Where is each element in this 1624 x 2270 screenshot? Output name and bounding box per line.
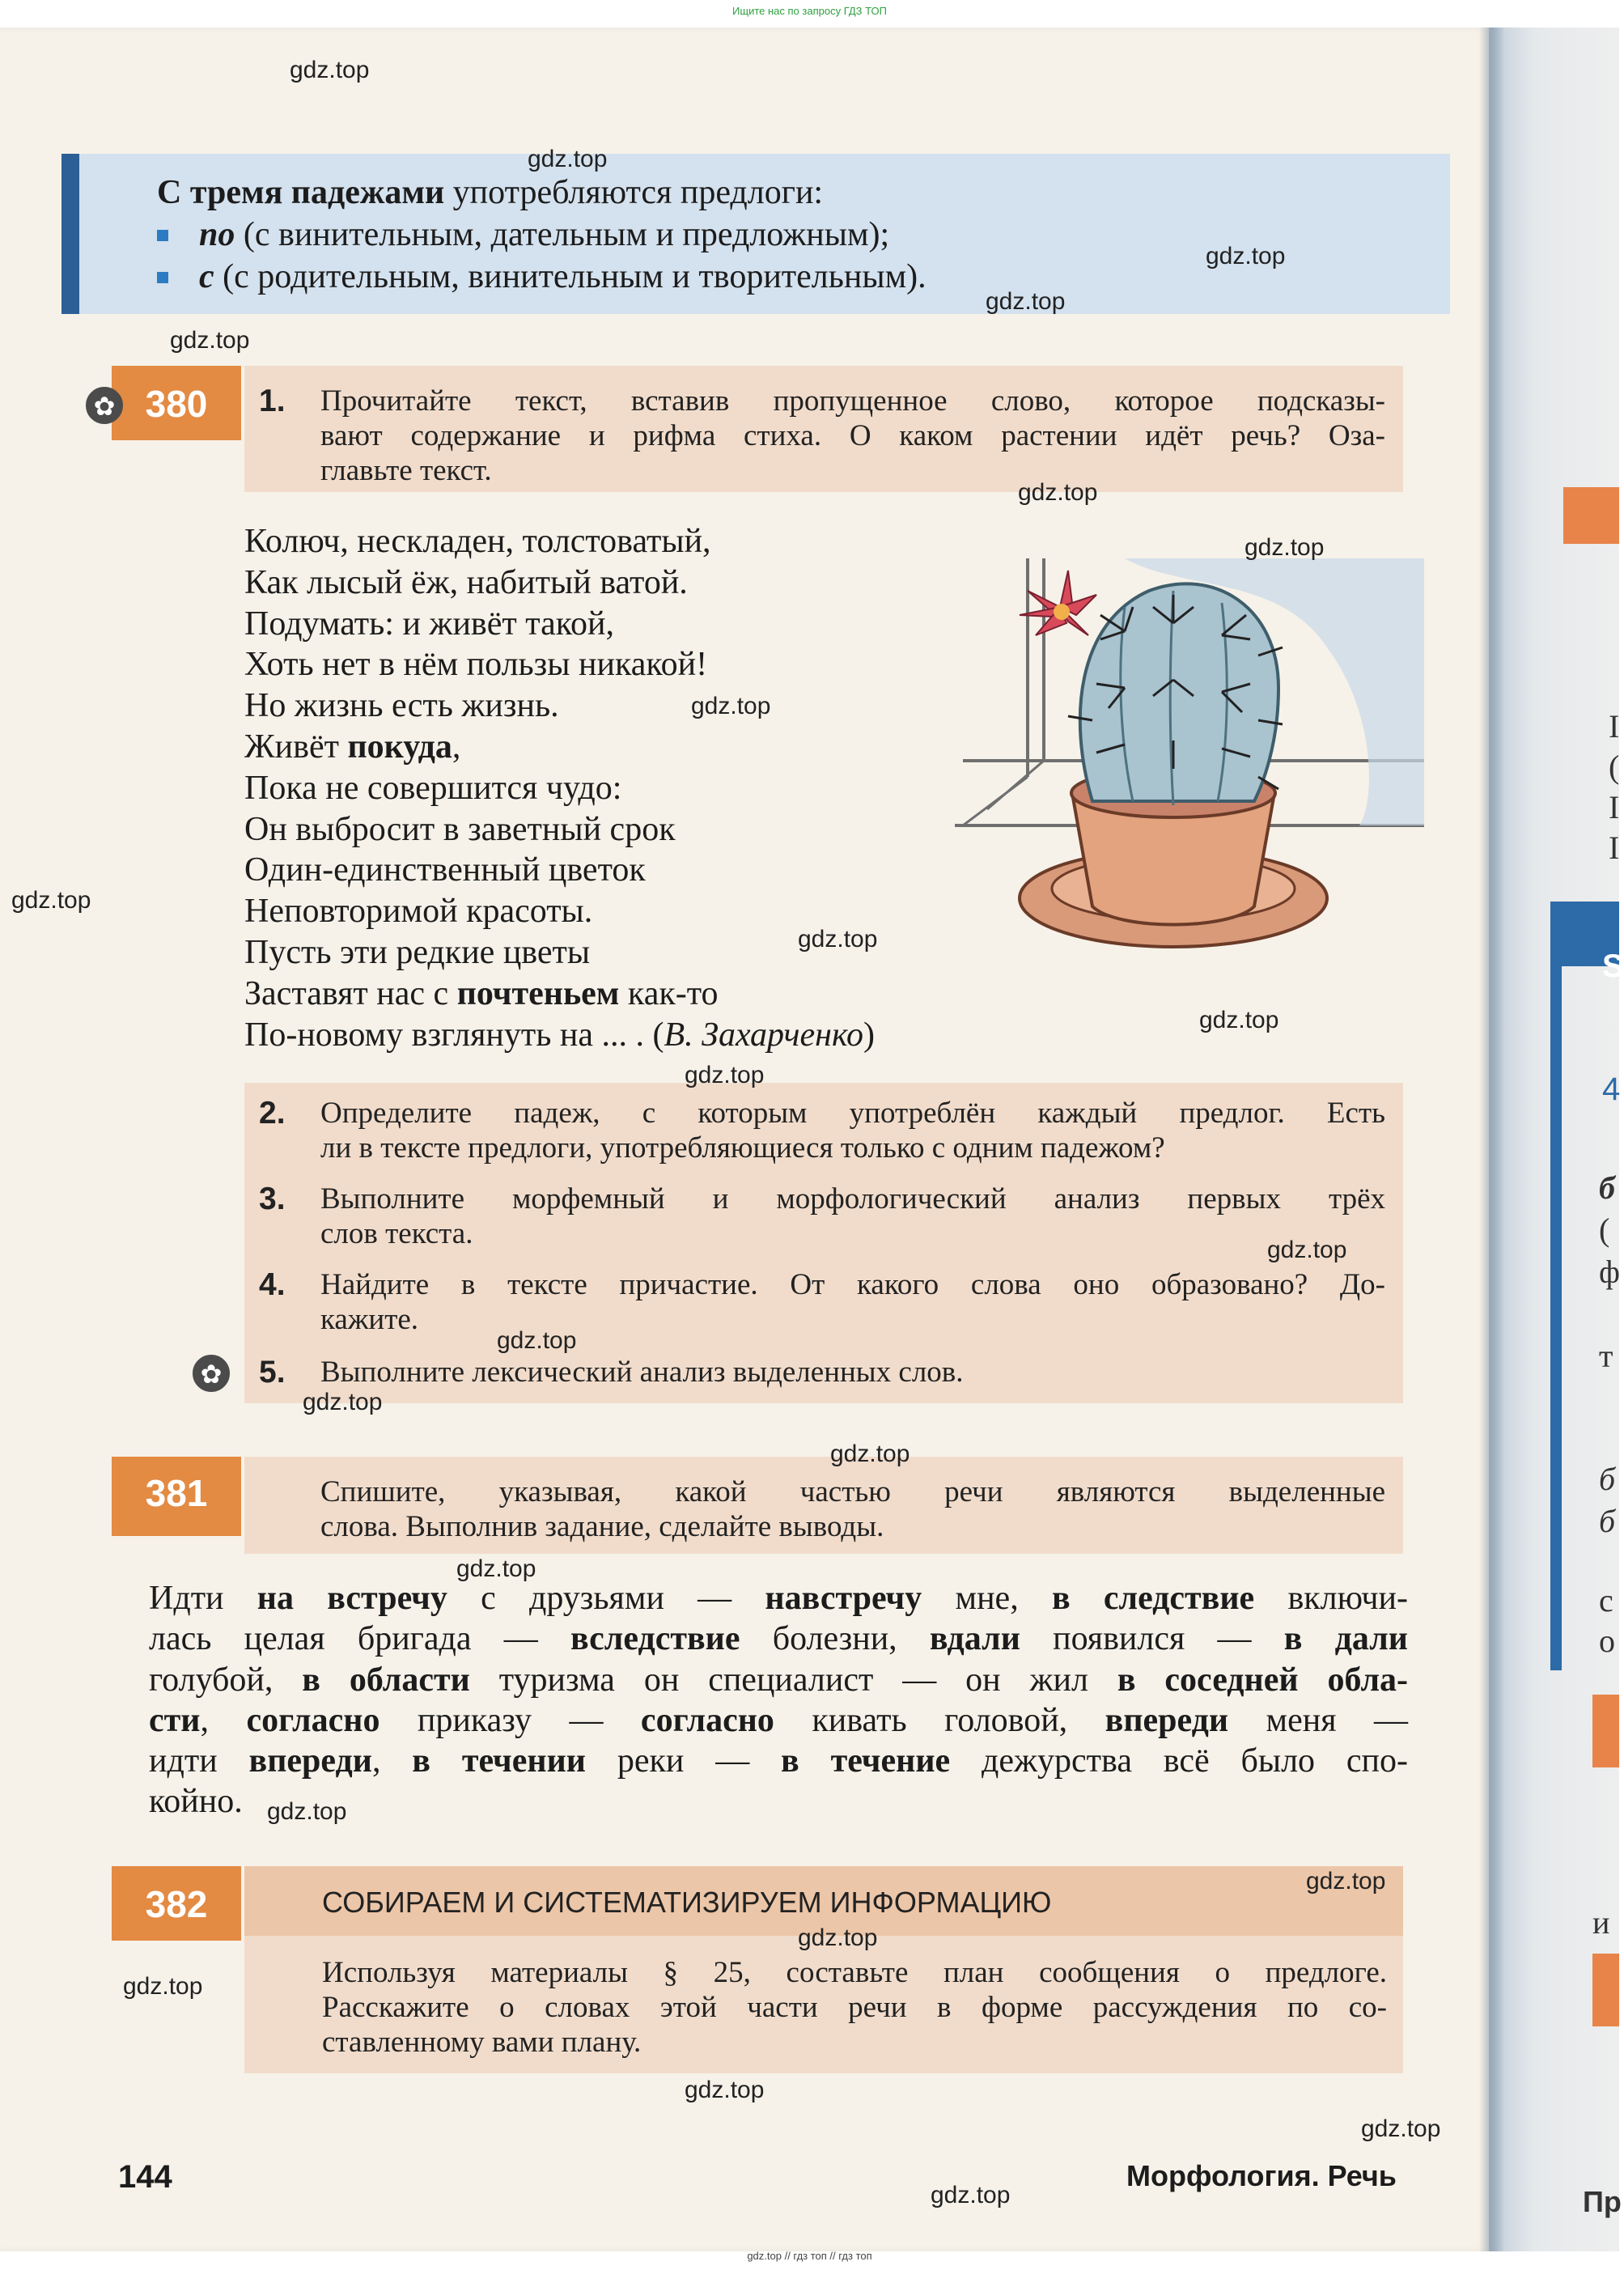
right-page-fragment: б bbox=[1599, 1169, 1615, 1206]
rule-box bbox=[61, 154, 1450, 314]
watermark: gdz.top bbox=[1361, 2115, 1441, 2142]
bullet-square-icon bbox=[157, 230, 168, 241]
watermark: gdz.top bbox=[931, 2182, 1011, 2208]
watermark: gdz.top bbox=[798, 926, 878, 953]
page-number: 144 bbox=[118, 2159, 172, 2195]
watermark: gdz.top bbox=[691, 693, 771, 719]
right-page-fragment: I bbox=[1609, 789, 1620, 825]
highlighted-word: покуда bbox=[347, 728, 452, 766]
section-title: Морфология. Речь bbox=[1126, 2159, 1397, 2192]
right-page-fragment: I bbox=[1609, 830, 1620, 866]
right-page-fragment: т bbox=[1599, 1338, 1613, 1374]
watermark: gdz.top bbox=[170, 327, 250, 354]
watermark: gdz.top bbox=[685, 2077, 765, 2103]
right-page-fragment: 4 bbox=[1602, 1071, 1621, 1107]
bullet-square-icon bbox=[157, 272, 168, 283]
book-gutter bbox=[1479, 28, 1503, 2251]
watermark: gdz.top bbox=[1018, 479, 1098, 506]
watermark: gdz.top bbox=[986, 288, 1066, 315]
facing-page bbox=[1489, 28, 1624, 2251]
watermark: gdz.top bbox=[830, 1440, 910, 1467]
rule-item: по (с винительным, дательным и предложным); bbox=[157, 214, 1450, 256]
watermark: gdz.top bbox=[497, 1327, 577, 1354]
right-page-fragment: с bbox=[1599, 1582, 1613, 1619]
watermark: gdz.top bbox=[290, 57, 370, 83]
star-badge-icon bbox=[193, 1355, 230, 1392]
watermark: gdz.top bbox=[1245, 534, 1325, 561]
watermark: gdz.top bbox=[11, 887, 91, 914]
watermark: gdz.top bbox=[1267, 1237, 1347, 1263]
right-page-fragment: I bbox=[1609, 708, 1620, 745]
right-page-fragment: ( bbox=[1609, 749, 1620, 785]
right-page-fragment: б bbox=[1599, 1503, 1616, 1539]
watermark: gdz.top bbox=[1306, 1868, 1386, 1894]
exercise-number-381: 381 bbox=[112, 1457, 241, 1536]
watermark: gdz.top bbox=[456, 1555, 536, 1582]
watermark: gdz.top bbox=[1199, 1007, 1279, 1033]
right-page-fragment: о bbox=[1599, 1623, 1615, 1659]
exercise-number-380: 380 bbox=[112, 366, 241, 440]
right-page-fragment: б bbox=[1599, 1461, 1616, 1497]
task-1: 1. Прочитайте текст, вставив пропущенное слово, которое подсказы- вают содержание и рифма стиха. О каком растении идёт речь? Оза- главьте текст. bbox=[259, 384, 1385, 487]
rule-title: С тремя падежами употребляются предлоги: bbox=[157, 174, 824, 211]
exercise-number-382: 382 bbox=[112, 1866, 241, 1941]
highlighted-word: почтеньем bbox=[456, 974, 620, 1012]
right-page-fragment: ф bbox=[1599, 1254, 1620, 1290]
right-page-fragment: и bbox=[1592, 1904, 1610, 1941]
task-4: 4. Найдите в тексте причастие. От какого слова оно образовано? До- кажите. bbox=[259, 1267, 1385, 1336]
watermark: gdz.top bbox=[267, 1798, 347, 1825]
watermark: gdz.top bbox=[685, 1062, 765, 1088]
right-page-fragment: Пр bbox=[1583, 2185, 1622, 2218]
right-page-fragment: ( bbox=[1599, 1211, 1610, 1248]
right-page-fragment: S bbox=[1602, 948, 1624, 984]
star-badge-icon bbox=[86, 387, 123, 424]
watermark: gdz.top bbox=[303, 1389, 383, 1415]
cactus-illustration bbox=[939, 558, 1424, 987]
exercise-381-task: Спишите, указывая, какой частью речи являются выделенные слова. Выполнив задание, сделайте выводы. bbox=[320, 1475, 1385, 1543]
exercise-381-text: Идти на встречу с друзьями — навстречу мне, в следствие включи- лась целая бригада — вследствие болезни, вдали появился — в дали голубой, в области туризма он специалист — он жил в соседней обла- сти, согласно приказу — согласно кивать головой, впереди меня — идти впереди, в течении реки — в течение дежурства всё было спо- койно. bbox=[149, 1580, 1409, 1821]
task-5: 5. Выполните лексический анализ выделенных слов. bbox=[259, 1355, 964, 1390]
watermark: gdz.top bbox=[1206, 243, 1286, 269]
search-hint-banner: Ищите нас по запросу ГДЗ ТОП bbox=[732, 5, 887, 17]
task-3: 3. Выполните морфемный и морфологический анализ первых трёх слов текста. bbox=[259, 1182, 1385, 1250]
poem: Колюч, нескладен, толстоватый, Как лысый ёж, набитый ватой. Подумать: и живёт такой, Хоть нет в нём пользы никакой! Но жизнь есть жизнь. Живёт покуда, Пока не совершится чудо: Он выбросит в заветный срок Один-единственный цветок Неповторимой красоты. Пусть эти редкие цветы Заставят нас с почтеньем как-то По-новому взглянуть на ... . (В. Захарченко) bbox=[244, 523, 876, 1054]
poem-author: В. Захарченко bbox=[664, 1016, 864, 1054]
watermark: gdz.top bbox=[123, 1973, 203, 2000]
task-2: 2. Определите падеж, с которым употреблён каждый предлог. Есть ли в тексте предлоги, употребляющиеся только с одним падежом? bbox=[259, 1096, 1385, 1165]
exercise-382-task: Используя материалы § 25, составьте план сообщения о предлоге. Расскажите о словах этой части речи в форме рассуждения по со- ставленному вами плану. bbox=[322, 1956, 1387, 2059]
watermark: gdz.top bbox=[798, 1924, 878, 1951]
watermark: gdz.top bbox=[528, 146, 608, 172]
rule-item: с (с родительным, винительным и творительным). bbox=[157, 256, 1450, 298]
bottom-note: gdz.top // гдз топ // гдз топ bbox=[747, 2250, 872, 2262]
exercise-382-heading: СОБИРАЕМ И СИСТЕМАТИЗИРУЕМ ИНФОРМАЦИЮ bbox=[322, 1886, 1052, 1919]
